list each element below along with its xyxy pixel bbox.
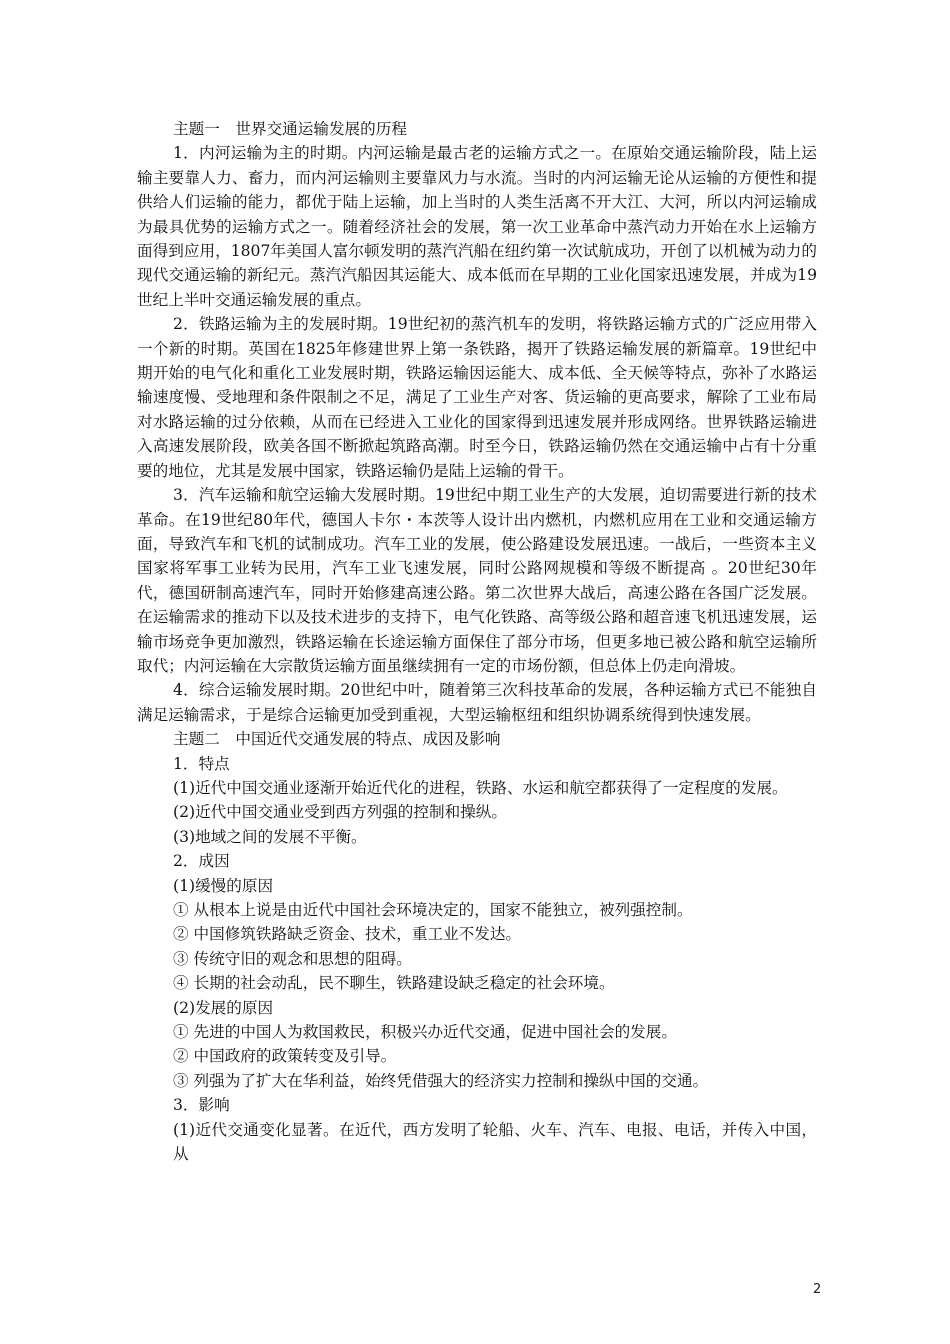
slow-cause-item: ④ 长期的社会动乱，民不聊生，铁路建设缺乏稳定的社会环境。 — [173, 974, 615, 993]
impact-heading: 3．影响 — [173, 1096, 230, 1115]
page-number: 2 — [813, 1282, 822, 1297]
feature-item: (2)近代中国交通业受到西方列强的控制和操纵。 — [173, 803, 507, 822]
feature-item: (3)地域之间的发展不平衡。 — [173, 827, 367, 846]
topic1-paragraph-2: 2．铁路运输为主的发展时期。19世纪初的蒸汽机车的发明，将铁路运输方式的广泛应用带入一个新的时期。英国在1825年修建世界上第一条铁路，揭开了铁路运输发展的新篇章。19世纪中期开始的电气化和重化工业发展时期，铁路运输因运能大、成本低、全天候等特点，弥补了水路运输速度慢、受地理和条件限制之不足，满足了工业生产对客、货运输的更高要求，解除了工业布局对水路运输的过分依赖，从而在已经进入工业化的国家得到迅速发展并形成网络。世界铁路运输进入高速发展阶段，欧美各国不断掀起筑路高潮。时至今日，铁路运输仍然在交通运输中占有十分重要的地位，尤其是发展中国家，铁路运输仍是陆上运输的骨干。 — [137, 315, 817, 480]
development-causes-heading: (2)发展的原因 — [173, 998, 274, 1017]
feature-item: (1)近代中国交通业逐渐开始近代化的进程，铁路、水运和航空都获得了一定程度的发展。 — [173, 778, 788, 797]
topic1-title: 主题一 世界交通运输发展的历程 — [173, 120, 407, 138]
causes-heading: 2．成因 — [173, 852, 230, 871]
development-cause-item: ① 先进的中国人为救国救民，积极兴办近代交通，促进中国社会的发展。 — [173, 1023, 677, 1042]
impact-paragraph: (1)近代交通变化显著。在近代，西方发明了轮船、火车、汽车、电报、电话，并传入中国，从 — [173, 1120, 817, 1164]
topic2-title: 主题二 中国近代交通发展的特点、成因及影响 — [173, 730, 501, 749]
development-cause-item: ② 中国政府的政策转变及引导。 — [173, 1047, 397, 1066]
topic1-paragraph-1: 1．内河运输为主的时期。内河运输是最古老的运输方式之一。在原始交通运输阶段，陆上运输主要靠人力、畜力，而内河运输则主要靠风力与水流。当时的内河运输无论从运输的方便性和提供给人们运输的能力，都优于陆上运输，加上当时的人类生活离不开大江、大河，所以内河运输成为最具优势的运输方式之一。随着经济社会的发展，第一次工业革命中蒸汽动力开始在水上运输方面得到应用，1807年美国人富尔顿发明的蒸汽汽船在纽约第一次试航成功，开创了以机械为动力的现代交通运输的新纪元。蒸汽汽船因其运能大、成本低而在早期的工业化国家迅速发展，并成为19世纪上半叶交通运输发展的重点。 — [137, 144, 817, 309]
slow-causes-heading: (1)缓慢的原因 — [173, 876, 274, 895]
features-heading: 1．特点 — [173, 754, 230, 773]
topic1-paragraph-4: 4．综合运输发展时期。20世纪中叶，随着第三次科技革命的发展，各种运输方式已不能独自满足运输需求，于是综合运输更加受到重视，大型运输枢纽和组织协调系统得到快速发展。 — [137, 681, 817, 724]
development-cause-item: ③ 列强为了扩大在华利益，始终凭借强大的经济实力控制和操纵中国的交通。 — [173, 1071, 709, 1090]
document-page — [137, 117, 817, 1166]
slow-cause-item: ② 中国修筑铁路缺乏资金、技术，重工业不发达。 — [173, 925, 522, 944]
topic1-paragraph-3: 3．汽车运输和航空运输大发展时期。19世纪中期工业生产的大发展，迫切需要进行新的技术革命。在19世纪80年代，德国人卡尔・本茨等人设计出内燃机，内燃机应用在工业和交通运输方面，导致汽车和飞机的试制成功。汽车工业的发展，使公路建设发展迅速。一战后，一些资本主义国家将军事工业转为民用，汽车工业飞速发展，同时公路网规模和等级不断提高 。20世纪30年代，德国研制高速汽车，同时开始修建高速公路。第二次世界大战后，高速公路在各国广泛发展。在运输需求的推动下以及技术进步的支持下，电气化铁路、高等级公路和超音速飞机迅速发展，运输市场竞争更加激烈，铁路运输在长途运输方面保住了部分市场，但更多地已被公路和航空运输所取代；内河运输在大宗散货运输方面虽继续拥有一定的市场份额，但总体上仍走向滑坡。 — [137, 486, 817, 675]
slow-cause-item: ③ 传统守旧的观念和思想的阻碍。 — [173, 949, 412, 968]
slow-cause-item: ① 从根本上说是由近代中国社会环境决定的，国家不能独立，被列强控制。 — [173, 901, 693, 919]
